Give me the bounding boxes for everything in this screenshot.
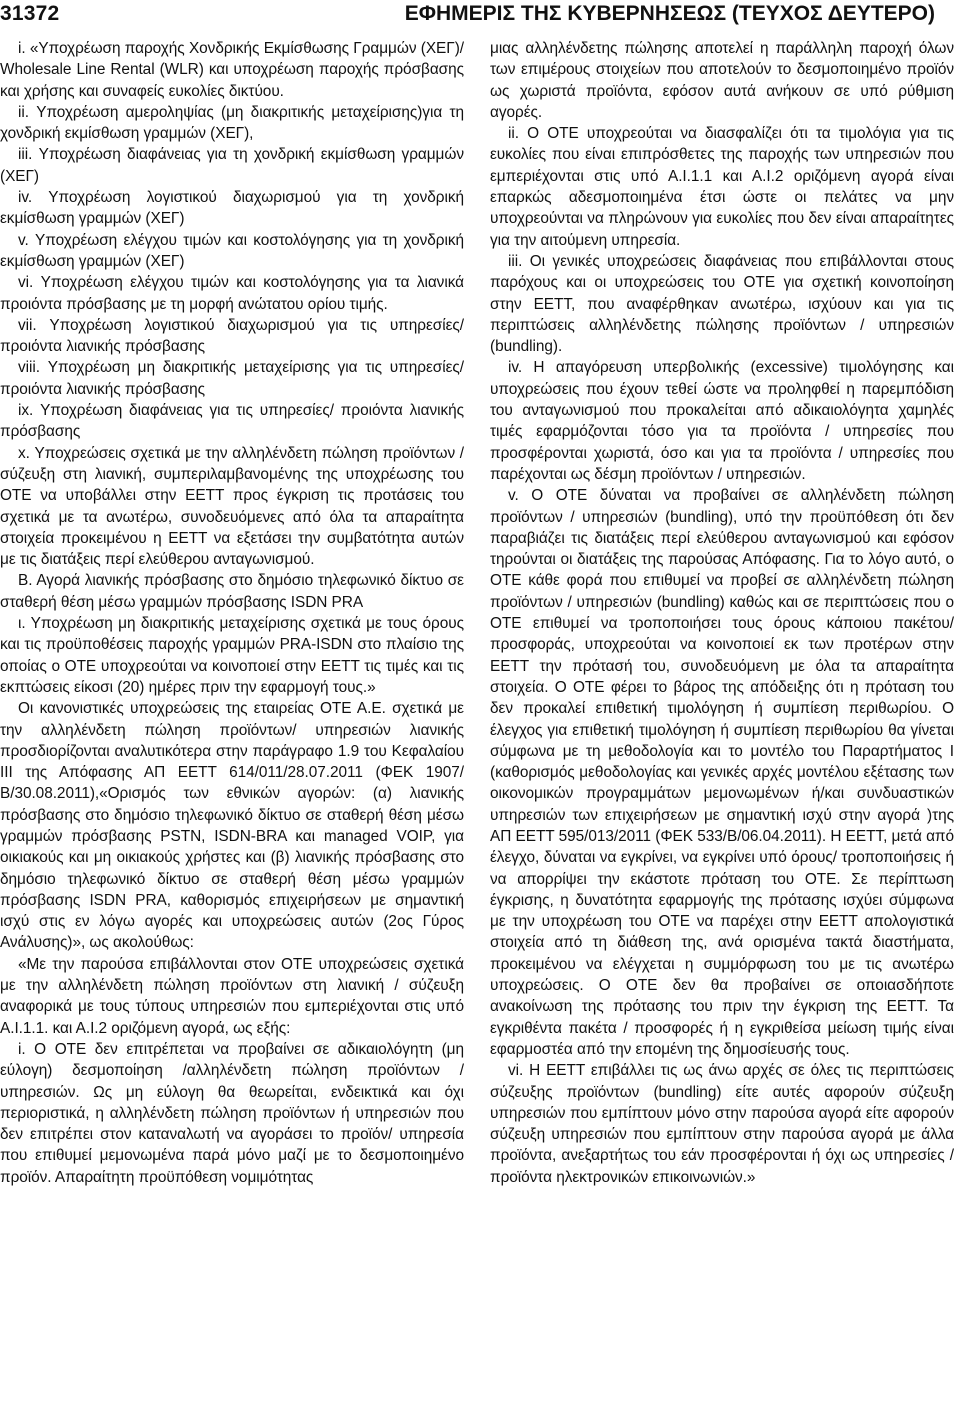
page-number: 31372	[0, 2, 60, 25]
section-heading: Β. Αγορά λιανικής πρόσβασης στο δημόσιο τηλεφωνικό δίκτυο σε σταθερή θέση μέσω γραμμών πρόσβασης ISDN PRA	[0, 572, 464, 611]
left-column	[0, 38, 464, 1423]
paragraph: vi. Υποχρέωση ελέγχου τιμών και κοστολόγησης για τα λιανικά προιόντα πρόσβασης με τη μορφή ανώτατου ορίου τιμής.	[0, 274, 464, 313]
paragraph: iii. Υποχρέωση διαφάνειας για τη χονδρική εκμίσθωση γραμμών (ΧΕΓ)	[0, 146, 464, 185]
paragraph: ι. Υποχρέωση μη διακριτικής μεταχείρισης σχετικά με τους όρους και τις προϋποθέσεις παροχής γραμμών PRA-ISDN στο πλαίσιο της οποίας ο ΟΤΕ υποχρεούται να κοινοποιεί στην ΕΕΤΤ τις τιμές και τις εκπτώσεις είκοσι (20) ημέρες πριν την εφαρμογή τους.»	[0, 615, 464, 696]
paragraph: «Με την παρούσα επιβάλλονται στον ΟΤΕ υποχρεώσεις σχετικά με την αλληλένδετη πώληση προϊόντων στη λιανική / σύζευξη αναφορικά με τους τύπους υπηρεσιών που εμπεριέχονται στις υπό Α.Ι.1.1. και Α.Ι.2 οριζόμενη αγορά, ως εξής:	[0, 955, 464, 1037]
paragraph: v. Υποχρέωση ελέγχου τιμών και κοστολόγησης για τη χονδρική εκμίσθωση γραμμών (ΧΕΓ)	[0, 231, 464, 270]
right-column	[490, 38, 954, 1423]
paragraph: i. Ο ΟΤΕ δεν επιτρέπεται να προβαίνει σε αδικαιολόγητη (μη εύλογη) δεσμοποίηση /αλληλένδετη πώληση προϊόντων / υπηρεσιών. Ως μη εύλογη θα θεωρείται, ενδεικτικά και όχι περιοριστικά, η αλληλένδετη πώληση προϊόντων ή υπηρεσιών που δεν επιτρέπει στον καταναλωτή να αγοράσει το προϊόν/ υπηρεσία που επιθυμεί μεμονωμένα παρά μόνο μαζί με το δεσμοποιημένο προϊόν. Απαραίτητη προϋπόθεση νομιμότητας	[0, 1040, 464, 1186]
paragraph: iii. Οι γενικές υποχρεώσεις διαφάνειας που επιβάλλονται στους παρόχους και οι υποχρεώσεις του ΟΤΕ για σχετική κοινοποίηση στην ΕΕΤΤ, που αναφέρθηκαν ανωτέρω, ισχύουν και για τις περιπτώσεις αλληλένδετης πώλησης προϊόντων / υπηρεσιών (bundling).	[490, 252, 954, 356]
paragraph: ix. Υποχρέωση διαφάνειας για τις υπηρεσίες/ προιόντα λιανικής πρόσβασης	[0, 402, 464, 441]
paragraph: Οι κανονιστικές υποχρεώσεις της εταιρείας ΟΤΕ Α.Ε. σχετικά με την αλληλένδετη πώληση προϊόντων/ υπηρεσιών λιανικής προσδιορίζονται αναλυτικότερα στην παράγραφο 1.9 του Κεφαλαίου III της Απόφασης ΑΠ ΕΕΤΤ 614/011/28.07.2011 (ΦΕΚ 1907/Β/30.08.2011),«Ορισμός των εθνικών αγορών: (α) λιανικής πρόσβασης στο δημόσιο τηλεφωνικό δίκτυο σε σταθερή θέση μέσω γραμμών πρόσβασης PSTN, ISDN-BRA και managed VOIP, για οικιακούς και μη οικιακούς χρήστες και (β) λιανικής πρόσβασης στο δημόσιο τηλεφωνικό δίκτυο σε σταθερή θέση μέσω γραμμών πρόσβασης ISDN PRA, καθορισμός επιχειρήσεων με σημαντική ισχύ στις εν λόγω αγορές και υποχρεώσεις αυτών (2ος Γύρος Ανάλυσης)», ως ακολούθως:	[0, 700, 464, 952]
gazette-title: ΕΦΗΜΕΡΙΣ ΤΗΣ ΚΥΒΕΡΝΗΣΕΩΣ (ΤΕΥΧΟΣ ΔΕΥΤΕΡΟ)	[404, 2, 935, 25]
paragraph: μιας αλληλένδετης πώλησης αποτελεί η παράλληλη παροχή όλων των επιμέρους στοιχείων που αποτελούν το δεσμοποιημένο προϊόν ως χωριστά προϊόντα, εφόσον αυτά ανήκουν σε υπό ρύθμιση αγορές.	[490, 40, 954, 121]
paragraph: i. «Υποχρέωση παροχής Χονδρικής Εκμίσθωσης Γραμμών (ΧΕΓ)/ Wholesale Line Rental (WLR) και υποχρέωση παροχής πρόσβασης και χρήσης και συναφείς ευκολίες δικτύου.	[0, 40, 464, 100]
paragraph: iv. Υποχρέωση λογιστικού διαχωρισμού για τη χονδρική εκμίσθωση γραμμών (ΧΕΓ)	[0, 189, 464, 228]
paragraph: vii. Υποχρέωση λογιστικού διαχωρισμού για τις υπηρεσίες/ προιόντα λιανικής πρόσβασης	[0, 316, 464, 356]
paragraph: ii. Ο ΟΤΕ υποχρεούται να διασφαλίζει ότι τα τιμολόγια για τις ευκολίες που είναι επιπρόσθετες της παροχής των υπηρεσιών που εμπεριέχονται στις υπό Α.Ι.1.1 και Α.Ι.2 οριζόμενη αγορά είναι επαρκώς αδεσμοποιημένα έτσι ώστε οι πελάτες να μην υποχρεούνται να πληρώνουν για ευκολίες που δεν είναι απαραίτητες για την αιτούμενη υπηρεσία.	[490, 125, 954, 249]
page-header	[0, 0, 960, 34]
paragraph: iv. Η απαγόρευση υπερβολικής (excessive) τιμολόγησης και υποχρεώσεις που έχουν τεθεί ώστε να προληφθεί η παρεμπόδιση του ανταγωνισμού που προκαλείται από αδικαιολόγητα χαμηλές τιμές εφαρμόζονται τόσο για τα προϊόντα / υπηρεσίες που προσφέρονται χωριστά, όσο και για τα προϊόντα / υπηρεσίες που παρέχονται ως δέσμη προϊόντων / υπηρεσιών.	[490, 359, 954, 483]
paragraph: vi. Η ΕΕΤΤ επιβάλλει τις ως άνω αρχές σε όλες τις περιπτώσεις σύζευξης προϊόντων (bundling) είτε αυτές αφορούν σύζευξη υπηρεσιών που εμπίπτουν μόνο στην παρούσα αγορά είτε αφορούν σύζευξη υπηρεσιών που εμπίπτουν στην παρούσα αγορά με άλλα προϊόντα, ανεξαρτήτως του εάν προσφέρονται ή όχι ως υπηρεσίες / προϊόντα ηλεκτρονικών επικοινωνιών.»	[490, 1062, 954, 1186]
paragraph: ii. Υποχρέωση αμεροληψίας (μη διακριτικής μεταχείρισης)για τη χονδρική εκμίσθωση γραμμών (ΧΕΓ),	[0, 103, 464, 143]
paragraph: v. Ο ΟΤΕ δύναται να προβαίνει σε αλληλένδετη πώληση προϊόντων / υπηρεσιών (bundling), υπό την προϋπόθεση ότι δεν παραβιάζει τις διατάξεις περί ελεύθερου ανταγωνισμού και εφόσον τηρούνται οι διατάξεις της παρούσας Απόφασης. Για το λόγο αυτό, ο ΟΤΕ κάθε φορά που επιθυμεί να προβεί σε αλληλένδετη πώληση προϊόντων / υπηρεσιών (bundling) καθώς και σε περιπτώσεις που ο ΟΤΕ επιθυμεί να τροποποιήσει τους όρους κάποιου πακέτου/προσφοράς, υποχρεούται να κοινοποιεί εκ των προτέρων στην ΕΕΤΤ την πρότασή του, συνοδευόμενη με όλα τα απαραίτητα στοιχεία. Ο ΟΤΕ φέρει το βάρος της απόδειξης ότι η πρόταση του δεν προκαλεί επιθετική τιμολόγηση ή συμπίεση περιθωρίου. Ο έλεγχος για επιθετική τιμολόγηση ή συμπίεση περιθωρίου θα γίνεται σύμφωνα με τη μεθοδολογία και το μοντέλο του Παραρτήματος Ι (καθορισμός μεθοδολογίας και γενικές αρχές μοντέλου εξέτασης των οικονομικών προγραμμάτων μεμονωμένων ή/και συνδυαστικών υπηρεσιών των επιχειρήσεων με σημαντική ισχύ στην αγορά )της ΑΠ ΕΕΤΤ 595/013/2011 (ΦΕΚ 533/Β/06.04.2011). Η ΕΕΤΤ, μετά από έλεγχο, δύναται να εγκρίνει, να εγκρίνει υπό όρους/ τροποποιήσεις ή να απορρίψει την εκάστοτε πρόταση του ΟΤΕ. Σε περίπτωση έγκρισης, η δυνατότητα εφαρμογής της πρότασης ισχύει σύμφωνα με την υποχρέωση του ΟΤΕ να παρέχει στην ΕΕΤΤ απολογιστικά στοιχεία από τη διάθεση της, ανά ορισμένα τακτά διαστήματα, προκειμένου να ελέγχεται η συμμόρφωση του με τις ανωτέρω υποχρεώσεις. Ο ΟΤΕ δεν θα προβαίνει σε οποιασδήποτε ανακοίνωση της πρότασης του πριν την έγκριση της ΕΕΤΤ. Τα εγκριθέντα πακέτα / προσφορές ή η εγκριθείσα μείωση τιμής είναι εφαρμοστέα από την επομένη της δημοσίευσής τους.	[490, 487, 954, 1058]
paragraph: x. Υποχρεώσεις σχετικά με την αλληλένδετη πώληση προϊόντων / σύζευξη στη λιανική, συμπεριλαμβανομένης της υποχρέωσης του ΟΤΕ να υποβάλλει στην ΕΕΤΤ προς έγκριση τις προτάσεις του σχετικά με τα ανωτέρω, συνοδευόμενες από όλα τα απαραίτητα στοιχεία προκειμένου η ΕΕΤΤ να εξετάσει την συμβατότητα αυτών με τις διατάξεις περί ελεύθερου ανταγωνισμού.	[0, 444, 464, 569]
paragraph: viii. Υποχρέωση μη διακριτικής μεταχείρισης για τις υπηρεσίες/ προιόντα λιανικής πρόσβασης	[0, 359, 464, 398]
